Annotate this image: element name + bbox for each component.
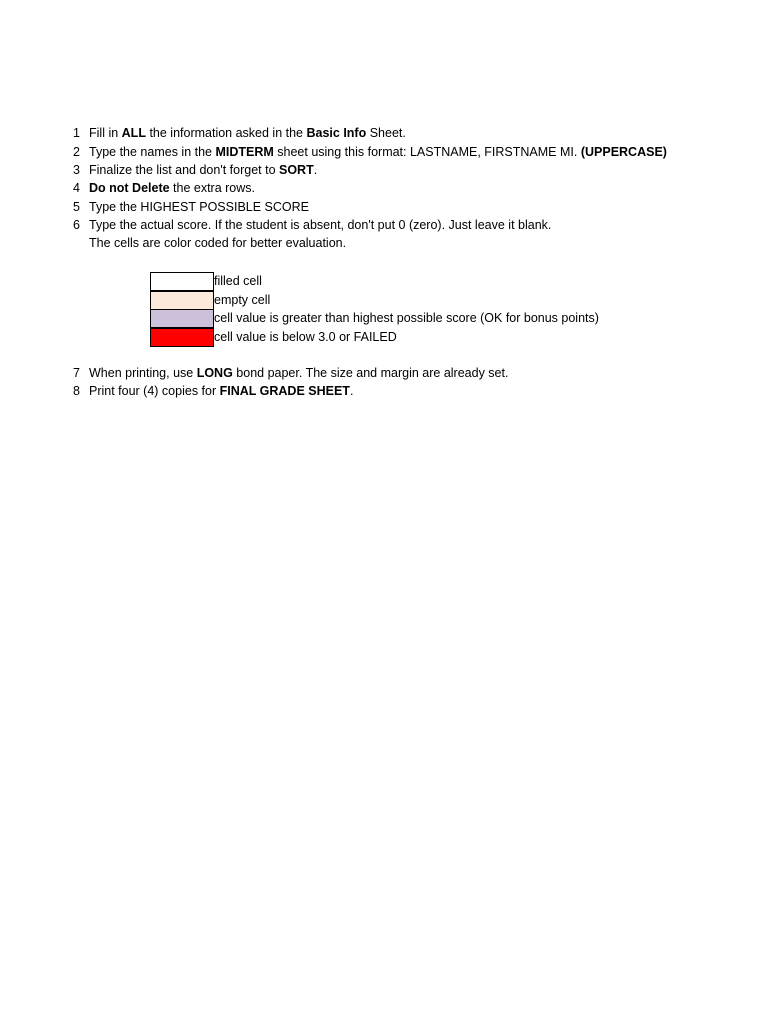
color-code-note: The cells are color coded for better evaluation. (89, 236, 347, 250)
instruction-number: 3 (73, 163, 80, 177)
instruction-text: Type the HIGHEST POSSIBLE SCORE (89, 200, 309, 214)
legend-label: cell value is below 3.0 or FAILED (214, 329, 397, 344)
legend-swatch-red (150, 328, 214, 347)
instruction-number: 4 (73, 181, 80, 195)
legend-swatch-peach (150, 291, 214, 310)
instruction-number: 5 (73, 200, 80, 214)
legend-swatch-lavender (150, 309, 214, 328)
instruction-text: Do not Delete the extra rows. (89, 181, 256, 195)
instruction-text: Print four (4) copies for FINAL GRADE SHEET. (89, 384, 354, 398)
instruction-number: 8 (73, 384, 80, 398)
instruction-text: When printing, use LONG bond paper. The size and margin are already set. (89, 366, 509, 380)
instruction-text: Fill in ALL the information asked in the Basic Info Sheet. (89, 126, 406, 140)
instruction-text: Type the actual score. If the student is absent, don't put 0 (zero). Just leave it blank. (89, 218, 552, 232)
instruction-text: Type the names in the MIDTERM sheet using this format: LASTNAME, FIRSTNAME MI. (UPPERCASE) (89, 145, 667, 159)
legend-label: empty cell (214, 292, 271, 307)
instruction-text: Finalize the list and don't forget to SORT. (89, 163, 318, 177)
legend-label: filled cell (214, 274, 262, 288)
legend-label: cell value is greater than highest possible score (OK for bonus points) (214, 311, 599, 325)
instruction-number: 6 (73, 218, 80, 232)
instruction-number: 1 (73, 126, 80, 140)
instruction-number: 2 (73, 145, 80, 159)
legend-swatch-white (150, 272, 214, 291)
instruction-number: 7 (73, 366, 80, 380)
